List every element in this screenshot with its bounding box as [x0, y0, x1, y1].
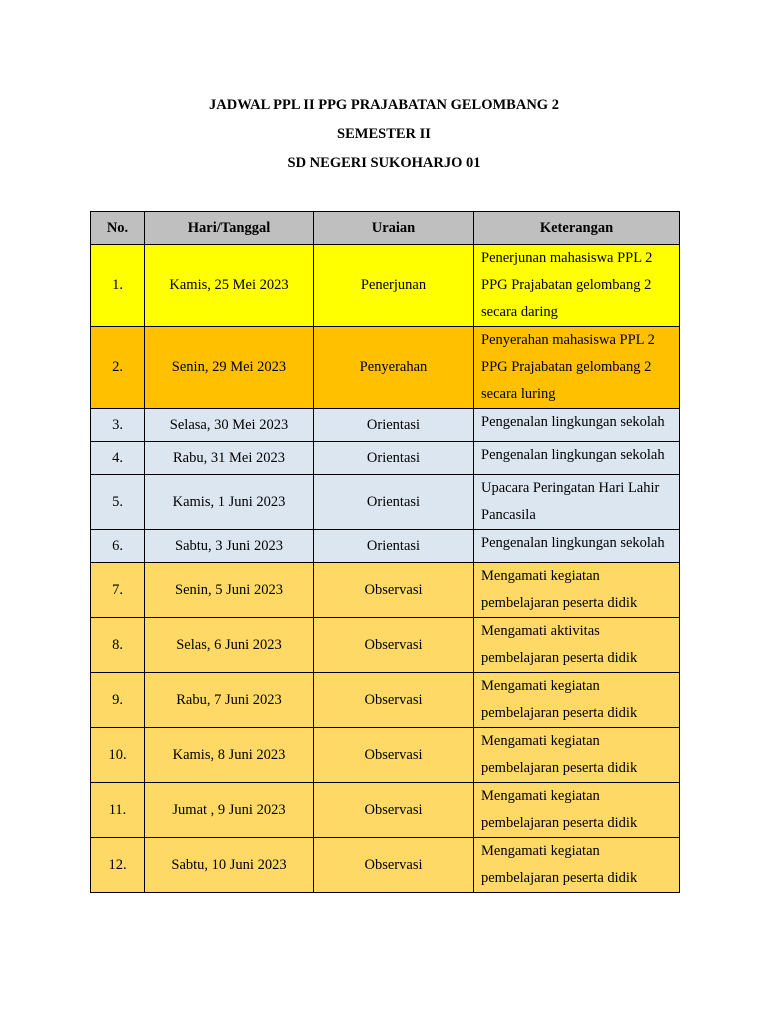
table-row	[91, 245, 680, 327]
row-no: 7.	[91, 563, 145, 618]
schedule-table	[90, 211, 680, 893]
row-note: Mengamati kegiatan pembelajaran peserta didik	[474, 783, 680, 838]
row-note: Pengenalan lingkungan sekolah	[474, 409, 680, 442]
table-header-row	[91, 212, 680, 245]
row-note: Pengenalan lingkungan sekolah	[474, 442, 680, 475]
row-no: 1.	[91, 245, 145, 327]
row-date: Kamis, 8 Juni 2023	[145, 728, 314, 783]
row-no: 8.	[91, 618, 145, 673]
row-date: Rabu, 31 Mei 2023	[145, 442, 314, 475]
row-no: 5.	[91, 475, 145, 530]
row-activity: Penerjunan	[314, 245, 474, 327]
header-note: Keterangan	[474, 212, 680, 245]
table-row	[91, 530, 680, 563]
row-no: 2.	[91, 327, 145, 409]
row-note: Penyerahan mahasiswa PPL 2 PPG Prajabatan gelombang 2 secara luring	[474, 327, 680, 409]
table-row	[91, 442, 680, 475]
row-date: Selasa, 30 Mei 2023	[145, 409, 314, 442]
row-note: Mengamati aktivitas pembelajaran peserta didik	[474, 618, 680, 673]
table-row	[91, 728, 680, 783]
row-date: Jumat , 9 Juni 2023	[145, 783, 314, 838]
row-no: 12.	[91, 838, 145, 893]
row-date: Senin, 5 Juni 2023	[145, 563, 314, 618]
row-activity: Orientasi	[314, 530, 474, 563]
row-date: Selas, 6 Juni 2023	[145, 618, 314, 673]
row-date: Senin, 29 Mei 2023	[145, 327, 314, 409]
row-activity: Observasi	[314, 563, 474, 618]
table-row	[91, 618, 680, 673]
document-title: JADWAL PPL II PPG PRAJABATAN GELOMBANG 2	[209, 97, 559, 113]
table-row	[91, 409, 680, 442]
table-row	[91, 475, 680, 530]
header-date: Hari/Tanggal	[145, 212, 314, 245]
title-block	[0, 91, 768, 178]
row-activity: Orientasi	[314, 442, 474, 475]
row-no: 3.	[91, 409, 145, 442]
row-activity: Orientasi	[314, 409, 474, 442]
row-no: 6.	[91, 530, 145, 563]
row-activity: Penyerahan	[314, 327, 474, 409]
row-note: Mengamati kegiatan pembelajaran peserta didik	[474, 838, 680, 893]
table-row	[91, 838, 680, 893]
row-activity: Observasi	[314, 783, 474, 838]
table-row	[91, 673, 680, 728]
row-note: Upacara Peringatan Hari Lahir Pancasila	[474, 475, 680, 530]
row-no: 9.	[91, 673, 145, 728]
row-activity: Observasi	[314, 618, 474, 673]
table-row	[91, 563, 680, 618]
table-row	[91, 327, 680, 409]
row-no: 11.	[91, 783, 145, 838]
row-note: Pengenalan lingkungan sekolah	[474, 530, 680, 563]
row-date: Rabu, 7 Juni 2023	[145, 673, 314, 728]
row-date: Kamis, 25 Mei 2023	[145, 245, 314, 327]
school-subtitle: SD NEGERI SUKOHARJO 01	[287, 155, 481, 171]
row-date: Sabtu, 3 Juni 2023	[145, 530, 314, 563]
row-activity: Observasi	[314, 673, 474, 728]
row-date: Kamis, 1 Juni 2023	[145, 475, 314, 530]
row-note: Mengamati kegiatan pembelajaran peserta didik	[474, 673, 680, 728]
row-date: Sabtu, 10 Juni 2023	[145, 838, 314, 893]
row-note: Penerjunan mahasiswa PPL 2 PPG Prajabatan gelombang 2 secara daring	[474, 245, 680, 327]
header-activity: Uraian	[314, 212, 474, 245]
row-note: Mengamati kegiatan pembelajaran peserta didik	[474, 563, 680, 618]
header-no: No.	[91, 212, 145, 245]
row-no: 10.	[91, 728, 145, 783]
table-row	[91, 783, 680, 838]
row-activity: Observasi	[314, 728, 474, 783]
semester-subtitle: SEMESTER II	[337, 126, 431, 142]
row-note: Mengamati kegiatan pembelajaran peserta didik	[474, 728, 680, 783]
row-activity: Observasi	[314, 838, 474, 893]
row-activity: Orientasi	[314, 475, 474, 530]
row-no: 4.	[91, 442, 145, 475]
